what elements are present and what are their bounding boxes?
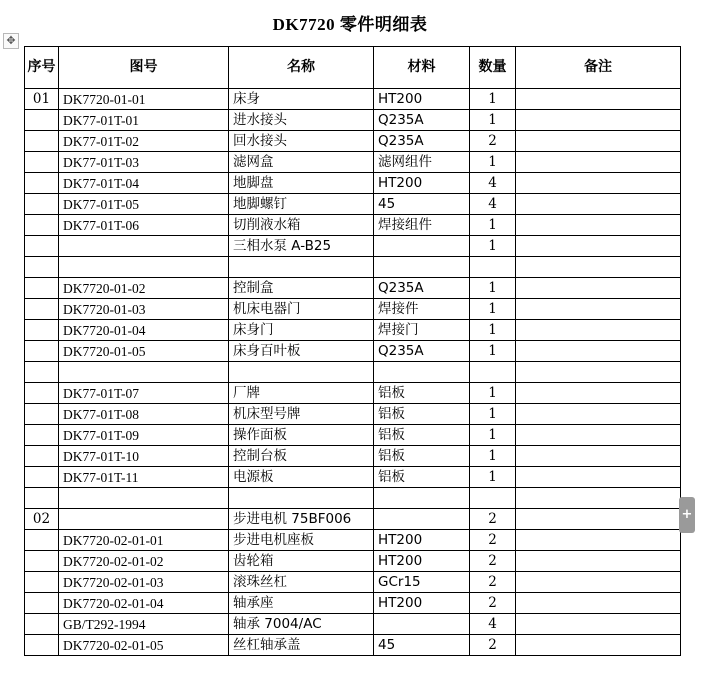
cell-remark[interactable] [516,572,681,593]
cell-seq[interactable] [25,551,59,572]
cell-material[interactable]: HT200 [374,593,470,614]
cell-seq[interactable] [25,131,59,152]
cell-remark[interactable] [516,530,681,551]
cell-seq[interactable] [25,635,59,656]
cell-material[interactable] [374,236,470,257]
cell-seq[interactable] [25,446,59,467]
cell-name[interactable]: 电源板 [229,467,374,488]
cell-drawing[interactable]: GB/T292-1994 [59,614,229,635]
cell-seq[interactable] [25,341,59,362]
cell-name[interactable]: 床身门 [229,320,374,341]
cell-material[interactable] [374,509,470,530]
cell-name[interactable]: 丝杠轴承盖 [229,635,374,656]
cell-qty[interactable]: 1 [470,425,516,446]
table-row [25,89,681,110]
cell-name[interactable]: 机床电器门 [229,299,374,320]
table-row [25,278,681,299]
cell-name[interactable]: 厂牌 [229,383,374,404]
cell-qty[interactable]: 1 [470,320,516,341]
cell-drawing[interactable]: DK7720-02-01-04 [59,593,229,614]
table-row [25,446,681,467]
table-row [25,194,681,215]
cell-qty[interactable]: 2 [470,572,516,593]
header-qty[interactable]: 数量 [470,47,516,89]
cell-drawing[interactable]: DK77-01T-11 [59,467,229,488]
cell-name[interactable]: 控制盒 [229,278,374,299]
cell-seq[interactable] [25,383,59,404]
table-move-handle-icon[interactable]: ✥ [3,33,19,49]
cell-remark[interactable] [516,257,681,278]
cell-remark[interactable] [516,89,681,110]
cell-material[interactable] [374,614,470,635]
cell-seq[interactable] [25,425,59,446]
cell-remark[interactable] [516,341,681,362]
cell-name[interactable]: 地脚螺钉 [229,194,374,215]
header-remark[interactable]: 备注 [516,47,681,89]
cell-material[interactable]: Q235A [374,110,470,131]
cell-seq[interactable] [25,320,59,341]
cell-name[interactable]: 操作面板 [229,425,374,446]
cell-material[interactable]: HT200 [374,530,470,551]
cell-remark[interactable] [516,320,681,341]
cell-qty[interactable]: 2 [470,593,516,614]
table-row [25,593,681,614]
table-row [25,341,681,362]
table-row [25,530,681,551]
table-row [25,173,681,194]
cell-remark[interactable] [516,551,681,572]
header-seq[interactable]: 序号 [25,47,59,89]
table-row [25,131,681,152]
cell-remark[interactable] [516,236,681,257]
cell-qty[interactable] [470,488,516,509]
cell-drawing[interactable]: DK7720-01-03 [59,299,229,320]
cell-name[interactable]: 三相水泵 A-B25 [229,236,374,257]
cell-qty[interactable]: 1 [470,383,516,404]
header-name[interactable]: 名称 [229,47,374,89]
cell-name[interactable] [229,488,374,509]
cell-seq[interactable] [25,278,59,299]
cell-name[interactable]: 轴承 7004/AC [229,614,374,635]
cell-qty[interactable]: 1 [470,404,516,425]
cell-remark[interactable] [516,278,681,299]
cell-drawing[interactable]: DK77-01T-04 [59,173,229,194]
table-row [25,509,681,530]
cell-name[interactable]: 滚珠丝杠 [229,572,374,593]
cell-seq[interactable] [25,404,59,425]
cell-material[interactable]: 焊接件 [374,299,470,320]
cell-remark[interactable] [516,173,681,194]
cell-seq[interactable] [25,299,59,320]
cell-drawing[interactable]: DK7720-01-05 [59,341,229,362]
cell-drawing[interactable]: DK77-01T-05 [59,194,229,215]
cell-seq[interactable] [25,152,59,173]
cell-material[interactable]: 铝板 [374,467,470,488]
cell-qty[interactable]: 2 [470,131,516,152]
cell-remark[interactable] [516,488,681,509]
table-row [25,320,681,341]
cell-seq[interactable] [25,488,59,509]
cell-drawing[interactable]: DK77-01T-01 [59,110,229,131]
cell-remark[interactable] [516,593,681,614]
cell-name[interactable]: 步进电机 75BF006 [229,509,374,530]
cell-qty[interactable]: 2 [470,530,516,551]
cell-qty[interactable]: 1 [470,467,516,488]
cell-seq[interactable] [25,257,59,278]
cell-remark[interactable] [516,509,681,530]
cell-drawing[interactable]: DK77-01T-06 [59,215,229,236]
table-row [25,425,681,446]
table-row [25,215,681,236]
table-header-row [25,47,681,89]
table-row [25,257,681,278]
parts-table [24,46,681,656]
cell-seq[interactable] [25,362,59,383]
cell-remark[interactable] [516,635,681,656]
cell-qty[interactable]: 1 [470,236,516,257]
cell-material[interactable]: 滤网组件 [374,152,470,173]
cell-material[interactable]: Q235A [374,341,470,362]
cell-qty[interactable]: 2 [470,635,516,656]
cell-drawing[interactable]: DK77-01T-07 [59,383,229,404]
cell-name[interactable]: 床身百叶板 [229,341,374,362]
cell-remark[interactable] [516,614,681,635]
cell-material[interactable]: Q235A [374,278,470,299]
table-row [25,404,681,425]
cell-name[interactable]: 进水接头 [229,110,374,131]
cell-remark[interactable] [516,467,681,488]
cell-drawing[interactable]: DK77-01T-09 [59,425,229,446]
cell-drawing[interactable]: DK77-01T-02 [59,131,229,152]
cell-name[interactable]: 齿轮箱 [229,551,374,572]
cell-material[interactable] [374,488,470,509]
cell-material[interactable]: GCr15 [374,572,470,593]
cell-material[interactable]: 45 [374,194,470,215]
table-row [25,383,681,404]
cell-seq[interactable] [25,614,59,635]
cell-material[interactable]: 铝板 [374,446,470,467]
cell-material[interactable]: Q235A [374,131,470,152]
cell-remark[interactable] [516,152,681,173]
cell-drawing[interactable]: DK77-01T-08 [59,404,229,425]
cell-seq[interactable]: 01 [25,89,59,110]
cell-material[interactable]: 焊接门 [374,320,470,341]
cell-qty[interactable]: 1 [470,278,516,299]
table-row [25,362,681,383]
cell-drawing[interactable] [59,509,229,530]
cell-seq[interactable] [25,215,59,236]
cell-material[interactable]: 铝板 [374,404,470,425]
cell-drawing[interactable]: DK77-01T-03 [59,152,229,173]
cell-material[interactable]: HT200 [374,551,470,572]
table-row [25,467,681,488]
cell-name[interactable]: 步进电机座板 [229,530,374,551]
cell-drawing[interactable] [59,236,229,257]
cell-material[interactable]: 45 [374,635,470,656]
cell-remark[interactable] [516,131,681,152]
cell-name[interactable]: 滤网盒 [229,152,374,173]
cell-qty[interactable]: 1 [470,446,516,467]
cell-qty[interactable]: 1 [470,215,516,236]
cell-seq[interactable] [25,110,59,131]
cell-name[interactable]: 机床型号牌 [229,404,374,425]
cell-seq[interactable] [25,173,59,194]
cell-material[interactable] [374,362,470,383]
cell-qty[interactable] [470,362,516,383]
cell-remark[interactable] [516,362,681,383]
cell-qty[interactable] [470,257,516,278]
cell-qty[interactable]: 4 [470,194,516,215]
cell-name[interactable]: 床身 [229,89,374,110]
cell-drawing[interactable]: DK7720-01-02 [59,278,229,299]
table-row [25,299,681,320]
cell-seq[interactable] [25,236,59,257]
cell-remark[interactable] [516,425,681,446]
cell-name[interactable]: 地脚盘 [229,173,374,194]
cell-remark[interactable] [516,299,681,320]
table-row [25,614,681,635]
cell-name[interactable]: 切削液水箱 [229,215,374,236]
cell-drawing[interactable] [59,488,229,509]
cell-qty[interactable]: 1 [470,110,516,131]
cell-remark[interactable] [516,215,681,236]
cell-material[interactable]: HT200 [374,173,470,194]
cell-drawing[interactable]: DK7720-01-01 [59,89,229,110]
cell-remark[interactable] [516,383,681,404]
cell-material[interactable]: HT200 [374,89,470,110]
cell-seq[interactable]: 02 [25,509,59,530]
table-row [25,236,681,257]
cell-seq[interactable] [25,572,59,593]
table-row [25,551,681,572]
cell-remark[interactable] [516,194,681,215]
cell-name[interactable]: 控制台板 [229,446,374,467]
cell-seq[interactable] [25,467,59,488]
add-row-plus-icon[interactable]: + [679,497,695,533]
table-row [25,488,681,509]
cell-qty[interactable]: 2 [470,509,516,530]
document-title: DK7720 零件明细表 [272,15,428,34]
cell-qty[interactable]: 1 [470,299,516,320]
cell-seq[interactable] [25,530,59,551]
table-body [25,89,681,656]
cell-qty[interactable]: 1 [470,341,516,362]
cell-material[interactable]: 焊接组件 [374,215,470,236]
table-row [25,152,681,173]
cell-material[interactable]: 铝板 [374,425,470,446]
cell-name[interactable]: 轴承座 [229,593,374,614]
cell-drawing[interactable]: DK7720-02-01-02 [59,551,229,572]
cell-remark[interactable] [516,446,681,467]
cell-drawing[interactable]: DK7720-02-01-05 [59,635,229,656]
cell-name[interactable]: 回水接头 [229,131,374,152]
cell-seq[interactable] [25,194,59,215]
cell-qty[interactable]: 4 [470,614,516,635]
cell-name[interactable] [229,362,374,383]
page-edge [0,677,707,681]
cell-material[interactable] [374,257,470,278]
table-row [25,110,681,131]
cell-drawing[interactable]: DK7720-01-04 [59,320,229,341]
cell-drawing[interactable] [59,362,229,383]
cell-qty[interactable]: 1 [470,89,516,110]
cell-drawing[interactable]: DK7720-02-01-03 [59,572,229,593]
cell-name[interactable] [229,257,374,278]
table-row [25,635,681,656]
cell-remark[interactable] [516,110,681,131]
cell-drawing[interactable]: DK77-01T-10 [59,446,229,467]
cell-drawing[interactable] [59,257,229,278]
cell-qty[interactable]: 4 [470,173,516,194]
cell-remark[interactable] [516,404,681,425]
cell-drawing[interactable]: DK7720-02-01-01 [59,530,229,551]
header-material[interactable]: 材料 [374,47,470,89]
header-drawing[interactable]: 图号 [59,47,229,89]
table-row [25,572,681,593]
cell-material[interactable]: 铝板 [374,383,470,404]
cell-qty[interactable]: 2 [470,551,516,572]
cell-qty[interactable]: 1 [470,152,516,173]
cell-seq[interactable] [25,593,59,614]
